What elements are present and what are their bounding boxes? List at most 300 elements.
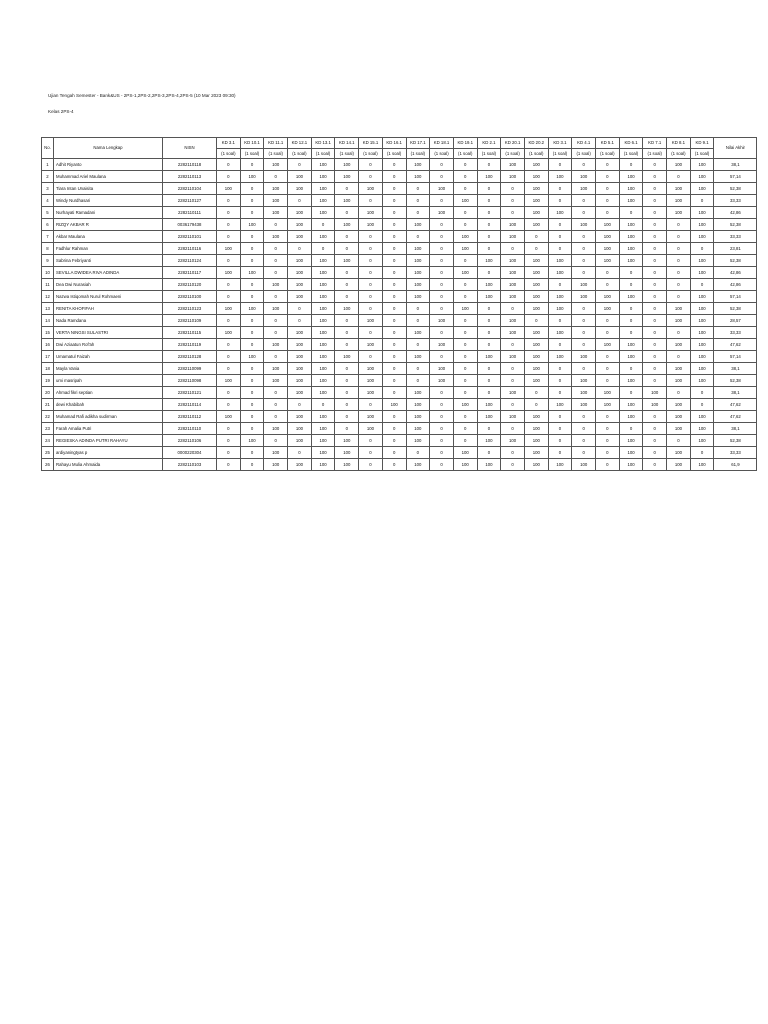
header-soal: (1 soal) — [382, 148, 406, 159]
cell-nisn: 2282110113 — [163, 171, 217, 183]
cell-no: 7 — [42, 231, 54, 243]
header-kd: KD 10.1 — [240, 138, 264, 149]
cell-nisn: 2282110128 — [163, 351, 217, 363]
cell-score: 0 — [264, 435, 288, 447]
cell-nilai-akhir: 52,38 — [714, 219, 757, 231]
cell-score: 100 — [667, 375, 691, 387]
cell-score: 100 — [240, 303, 264, 315]
cell-score: 0 — [382, 183, 406, 195]
cell-score: 0 — [477, 315, 501, 327]
header-no: No. — [42, 138, 54, 159]
cell-score: 100 — [430, 363, 454, 375]
table-row — [42, 447, 757, 459]
cell-score: 0 — [382, 255, 406, 267]
cell-score: 100 — [572, 219, 596, 231]
cell-score: 100 — [524, 303, 548, 315]
cell-score: 100 — [453, 267, 477, 279]
cell-score: 100 — [288, 231, 312, 243]
cell-score: 0 — [477, 303, 501, 315]
cell-score: 100 — [311, 159, 335, 171]
cell-score: 0 — [264, 411, 288, 423]
cell-score: 100 — [501, 219, 525, 231]
cell-score: 0 — [382, 435, 406, 447]
cell-score: 100 — [311, 423, 335, 435]
cell-nisn: 2282110099 — [163, 363, 217, 375]
table-row — [42, 327, 757, 339]
cell-score: 0 — [572, 363, 596, 375]
cell-score: 0 — [217, 171, 241, 183]
cell-score: 0 — [548, 195, 572, 207]
cell-score: 0 — [359, 435, 383, 447]
cell-score: 100 — [690, 351, 714, 363]
cell-score: 0 — [643, 255, 667, 267]
cell-score: 100 — [572, 351, 596, 363]
table-row — [42, 363, 757, 375]
cell-score: 0 — [430, 243, 454, 255]
cell-nama: Dwi Aziaatun Rof'ah — [54, 339, 163, 351]
cell-score: 0 — [596, 423, 620, 435]
header-kd: KD 11.1 — [264, 138, 288, 149]
cell-score: 100 — [524, 459, 548, 471]
cell-score: 0 — [382, 243, 406, 255]
cell-score: 0 — [406, 363, 430, 375]
cell-score: 0 — [667, 351, 691, 363]
cell-score: 0 — [359, 447, 383, 459]
cell-score: 100 — [524, 219, 548, 231]
cell-nama: Umamatul Faizah — [54, 351, 163, 363]
cell-score: 0 — [240, 363, 264, 375]
cell-score: 0 — [501, 183, 525, 195]
cell-score: 0 — [690, 195, 714, 207]
cell-score: 0 — [643, 459, 667, 471]
cell-score: 100 — [311, 435, 335, 447]
cell-score: 100 — [596, 303, 620, 315]
cell-score: 100 — [264, 303, 288, 315]
cell-score: 0 — [548, 447, 572, 459]
cell-score: 100 — [667, 363, 691, 375]
cell-nama: Windy Nurdhasari — [54, 195, 163, 207]
cell-score: 100 — [690, 207, 714, 219]
cell-nilai-akhir: 57,14 — [714, 171, 757, 183]
cell-nilai-akhir: 38,1 — [714, 363, 757, 375]
cell-no: 13 — [42, 303, 54, 315]
cell-score: 100 — [477, 279, 501, 291]
cell-nama: Akbar Maulana — [54, 231, 163, 243]
cell-score: 0 — [359, 459, 383, 471]
table-row — [42, 231, 757, 243]
cell-score: 100 — [690, 315, 714, 327]
table-row — [42, 267, 757, 279]
cell-nisn: 2282110115 — [163, 327, 217, 339]
cell-score: 100 — [288, 207, 312, 219]
cell-score: 0 — [572, 435, 596, 447]
cell-no: 1 — [42, 159, 54, 171]
cell-score: 0 — [477, 363, 501, 375]
cell-score: 100 — [217, 303, 241, 315]
cell-score: 0 — [453, 411, 477, 423]
cell-score: 0 — [667, 171, 691, 183]
cell-nisn: 0036179438 — [163, 219, 217, 231]
cell-score: 100 — [311, 255, 335, 267]
cell-score: 100 — [430, 207, 454, 219]
cell-score: 100 — [430, 339, 454, 351]
cell-nama: Adhit Riyanto — [54, 159, 163, 171]
table-row — [42, 411, 757, 423]
cell-score: 100 — [667, 183, 691, 195]
cell-score: 100 — [264, 363, 288, 375]
cell-score: 0 — [430, 303, 454, 315]
cell-score: 100 — [359, 183, 383, 195]
cell-score: 100 — [288, 279, 312, 291]
cell-score: 100 — [690, 303, 714, 315]
cell-score: 0 — [359, 327, 383, 339]
cell-score: 0 — [596, 315, 620, 327]
cell-score: 0 — [667, 291, 691, 303]
cell-score: 0 — [217, 279, 241, 291]
cell-score: 0 — [548, 231, 572, 243]
cell-no: 23 — [42, 423, 54, 435]
cell-score: 0 — [643, 435, 667, 447]
cell-score: 100 — [217, 267, 241, 279]
cell-score: 0 — [667, 255, 691, 267]
cell-nisn: 2282110101 — [163, 231, 217, 243]
cell-score: 0 — [382, 171, 406, 183]
cell-score: 0 — [667, 267, 691, 279]
cell-score: 100 — [548, 291, 572, 303]
cell-score: 0 — [572, 207, 596, 219]
cell-nilai-akhir: 61,9 — [714, 459, 757, 471]
cell-score: 0 — [453, 375, 477, 387]
cell-score: 0 — [335, 267, 359, 279]
cell-score: 0 — [643, 303, 667, 315]
cell-score: 0 — [240, 423, 264, 435]
cell-score: 0 — [572, 303, 596, 315]
cell-score: 0 — [477, 159, 501, 171]
cell-score: 100 — [406, 171, 430, 183]
cell-score: 100 — [690, 435, 714, 447]
header-soal: (1 soal) — [690, 148, 714, 159]
cell-score: 100 — [406, 435, 430, 447]
cell-score: 100 — [335, 459, 359, 471]
cell-score: 100 — [524, 363, 548, 375]
cell-score: 100 — [524, 291, 548, 303]
cell-score: 0 — [524, 243, 548, 255]
cell-score: 0 — [382, 339, 406, 351]
header-kd: KD 5.1 — [596, 138, 620, 149]
cell-score: 0 — [217, 231, 241, 243]
cell-nisn: 2282110109 — [163, 315, 217, 327]
cell-score: 0 — [264, 243, 288, 255]
cell-score: 0 — [430, 159, 454, 171]
cell-score: 100 — [311, 231, 335, 243]
cell-score: 0 — [596, 171, 620, 183]
cell-score: 100 — [690, 375, 714, 387]
cell-nilai-akhir: 57,14 — [714, 291, 757, 303]
cell-score: 0 — [572, 159, 596, 171]
cell-score: 100 — [311, 303, 335, 315]
cell-score: 100 — [690, 255, 714, 267]
cell-nama: VERTA NINGSI SULASTRI — [54, 327, 163, 339]
cell-score: 0 — [572, 423, 596, 435]
cell-score: 100 — [619, 447, 643, 459]
cell-nisn: 2282110112 — [163, 411, 217, 423]
cell-score: 100 — [572, 171, 596, 183]
header-row-kd — [42, 138, 757, 149]
cell-nisn: 2282110116 — [163, 243, 217, 255]
cell-score: 0 — [359, 399, 383, 411]
cell-score: 100 — [240, 267, 264, 279]
cell-score: 100 — [501, 279, 525, 291]
cell-score: 0 — [406, 315, 430, 327]
cell-score: 100 — [453, 447, 477, 459]
cell-score: 0 — [667, 219, 691, 231]
cell-score: 100 — [311, 195, 335, 207]
cell-nama: Muhamad Rafi adikha sudirman — [54, 411, 163, 423]
cell-nisn: 2282110110 — [163, 423, 217, 435]
table-row — [42, 159, 757, 171]
cell-score: 0 — [477, 423, 501, 435]
cell-score: 100 — [406, 387, 430, 399]
cell-score: 0 — [217, 435, 241, 447]
cell-score: 100 — [288, 411, 312, 423]
cell-score: 100 — [619, 231, 643, 243]
cell-score: 100 — [524, 195, 548, 207]
cell-score: 0 — [217, 387, 241, 399]
cell-score: 100 — [572, 459, 596, 471]
cell-score: 100 — [619, 291, 643, 303]
cell-nama: SEVILLA DWIDEA RIVA ADINDA — [54, 267, 163, 279]
cell-score: 0 — [619, 303, 643, 315]
cell-score: 0 — [453, 327, 477, 339]
cell-score: 100 — [524, 351, 548, 363]
cell-score: 0 — [548, 243, 572, 255]
cell-score: 0 — [430, 219, 454, 231]
cell-score: 0 — [382, 363, 406, 375]
cell-no: 3 — [42, 183, 54, 195]
cell-no: 19 — [42, 375, 54, 387]
cell-score: 0 — [477, 339, 501, 351]
cell-score: 100 — [572, 291, 596, 303]
cell-score: 100 — [406, 279, 430, 291]
cell-score: 100 — [572, 279, 596, 291]
cell-score: 100 — [477, 435, 501, 447]
cell-score: 0 — [667, 279, 691, 291]
cell-score: 0 — [548, 435, 572, 447]
cell-score: 100 — [501, 171, 525, 183]
cell-score: 100 — [690, 363, 714, 375]
cell-score: 0 — [430, 435, 454, 447]
cell-score: 0 — [548, 375, 572, 387]
cell-score: 100 — [524, 171, 548, 183]
cell-score: 0 — [690, 399, 714, 411]
header-soal: (1 soal) — [643, 148, 667, 159]
cell-score: 0 — [264, 255, 288, 267]
cell-score: 100 — [619, 219, 643, 231]
table-row — [42, 423, 757, 435]
cell-nama: RENITA KHOFIFAH — [54, 303, 163, 315]
cell-no: 5 — [42, 207, 54, 219]
cell-score: 0 — [501, 243, 525, 255]
cell-score: 0 — [643, 423, 667, 435]
cell-score: 100 — [264, 279, 288, 291]
cell-score: 0 — [240, 183, 264, 195]
cell-score: 0 — [501, 363, 525, 375]
cell-score: 100 — [382, 399, 406, 411]
cell-score: 0 — [453, 207, 477, 219]
cell-score: 100 — [596, 339, 620, 351]
cell-score: 0 — [453, 363, 477, 375]
header-kd: KD 18.1 — [430, 138, 454, 149]
cell-no: 6 — [42, 219, 54, 231]
cell-score: 0 — [596, 327, 620, 339]
cell-score: 100 — [690, 171, 714, 183]
cell-score: 100 — [288, 459, 312, 471]
cell-score: 100 — [619, 339, 643, 351]
cell-score: 100 — [619, 183, 643, 195]
cell-nisn: 2282110118 — [163, 159, 217, 171]
cell-score: 100 — [524, 411, 548, 423]
header-kd: KD 8.1 — [667, 138, 691, 149]
cell-score: 100 — [501, 411, 525, 423]
header-soal: (1 soal) — [335, 148, 359, 159]
cell-score: 0 — [596, 459, 620, 471]
cell-score: 0 — [264, 291, 288, 303]
cell-score: 100 — [406, 423, 430, 435]
header-kd: KD 19.1 — [453, 138, 477, 149]
cell-score: 0 — [382, 219, 406, 231]
cell-score: 100 — [667, 447, 691, 459]
cell-nilai-akhir: 42,86 — [714, 279, 757, 291]
cell-score: 0 — [335, 399, 359, 411]
cell-score: 100 — [311, 459, 335, 471]
cell-score: 100 — [477, 399, 501, 411]
cell-score: 100 — [453, 195, 477, 207]
cell-no: 11 — [42, 279, 54, 291]
cell-score: 100 — [264, 231, 288, 243]
cell-no: 4 — [42, 195, 54, 207]
cell-score: 0 — [596, 363, 620, 375]
cell-score: 100 — [311, 411, 335, 423]
cell-score: 0 — [335, 315, 359, 327]
cell-score: 0 — [430, 255, 454, 267]
cell-score: 0 — [643, 207, 667, 219]
cell-score: 0 — [643, 315, 667, 327]
cell-score: 0 — [430, 351, 454, 363]
cell-score: 0 — [548, 159, 572, 171]
cell-score: 0 — [430, 267, 454, 279]
cell-nisn: 2282110124 — [163, 255, 217, 267]
cell-score: 0 — [288, 243, 312, 255]
cell-score: 0 — [477, 327, 501, 339]
cell-score: 0 — [359, 159, 383, 171]
cell-score: 0 — [406, 231, 430, 243]
cell-score: 100 — [453, 231, 477, 243]
header-soal: (1 soal) — [667, 148, 691, 159]
cell-score: 100 — [667, 423, 691, 435]
cell-score: 100 — [453, 303, 477, 315]
cell-score: 0 — [217, 207, 241, 219]
cell-score: 0 — [453, 291, 477, 303]
cell-score: 0 — [359, 279, 383, 291]
cell-score: 100 — [359, 315, 383, 327]
cell-score: 100 — [690, 291, 714, 303]
cell-nama: Tiara Intan Unaisita — [54, 183, 163, 195]
cell-nilai-akhir: 38,1 — [714, 159, 757, 171]
cell-nama: Sabrina Febriyanti — [54, 255, 163, 267]
cell-score: 0 — [359, 171, 383, 183]
cell-score: 0 — [690, 279, 714, 291]
cell-score: 100 — [406, 267, 430, 279]
cell-no: 14 — [42, 315, 54, 327]
cell-score: 0 — [335, 423, 359, 435]
cell-score: 0 — [477, 231, 501, 243]
cell-score: 100 — [596, 219, 620, 231]
cell-score: 100 — [240, 219, 264, 231]
cell-score: 100 — [619, 411, 643, 423]
cell-score: 100 — [288, 291, 312, 303]
cell-no: 20 — [42, 387, 54, 399]
cell-score: 0 — [359, 255, 383, 267]
cell-score: 0 — [619, 327, 643, 339]
cell-nisn: 2282110121 — [163, 387, 217, 399]
cell-score: 100 — [311, 171, 335, 183]
cell-score: 100 — [690, 219, 714, 231]
cell-score: 0 — [217, 459, 241, 471]
cell-score: 0 — [217, 351, 241, 363]
cell-nilai-akhir: 23,81 — [714, 243, 757, 255]
cell-nama: Muhammad Ariel Maulana — [54, 171, 163, 183]
header-soal: (1 soal) — [477, 148, 501, 159]
cell-nisn: 2282110127 — [163, 195, 217, 207]
cell-score: 100 — [406, 243, 430, 255]
cell-score: 0 — [477, 219, 501, 231]
cell-score: 100 — [264, 375, 288, 387]
cell-score: 100 — [548, 459, 572, 471]
cell-score: 0 — [501, 375, 525, 387]
cell-score: 100 — [619, 399, 643, 411]
header-soal: (1 soal) — [619, 148, 643, 159]
cell-score: 0 — [572, 411, 596, 423]
cell-score: 100 — [524, 183, 548, 195]
cell-score: 0 — [311, 219, 335, 231]
cell-score: 0 — [430, 327, 454, 339]
cell-score: 0 — [548, 315, 572, 327]
cell-score: 0 — [382, 423, 406, 435]
cell-score: 0 — [359, 303, 383, 315]
cell-nisn: 2282110098 — [163, 375, 217, 387]
cell-score: 0 — [335, 291, 359, 303]
cell-score: 100 — [524, 207, 548, 219]
cell-score: 100 — [359, 207, 383, 219]
cell-score: 0 — [240, 459, 264, 471]
cell-nilai-akhir: 42,86 — [714, 267, 757, 279]
cell-score: 0 — [382, 303, 406, 315]
cell-score: 100 — [453, 399, 477, 411]
cell-score: 0 — [359, 267, 383, 279]
cell-score: 100 — [690, 423, 714, 435]
header-kd: KD 2.1 — [477, 138, 501, 149]
cell-score: 100 — [477, 411, 501, 423]
cell-score: 0 — [406, 195, 430, 207]
table-row — [42, 255, 757, 267]
cell-score: 100 — [619, 351, 643, 363]
cell-score: 0 — [501, 303, 525, 315]
cell-nama: ardiyaningtyas p — [54, 447, 163, 459]
cell-score: 100 — [335, 447, 359, 459]
cell-score: 0 — [240, 243, 264, 255]
cell-score: 100 — [524, 435, 548, 447]
cell-score: 100 — [524, 159, 548, 171]
